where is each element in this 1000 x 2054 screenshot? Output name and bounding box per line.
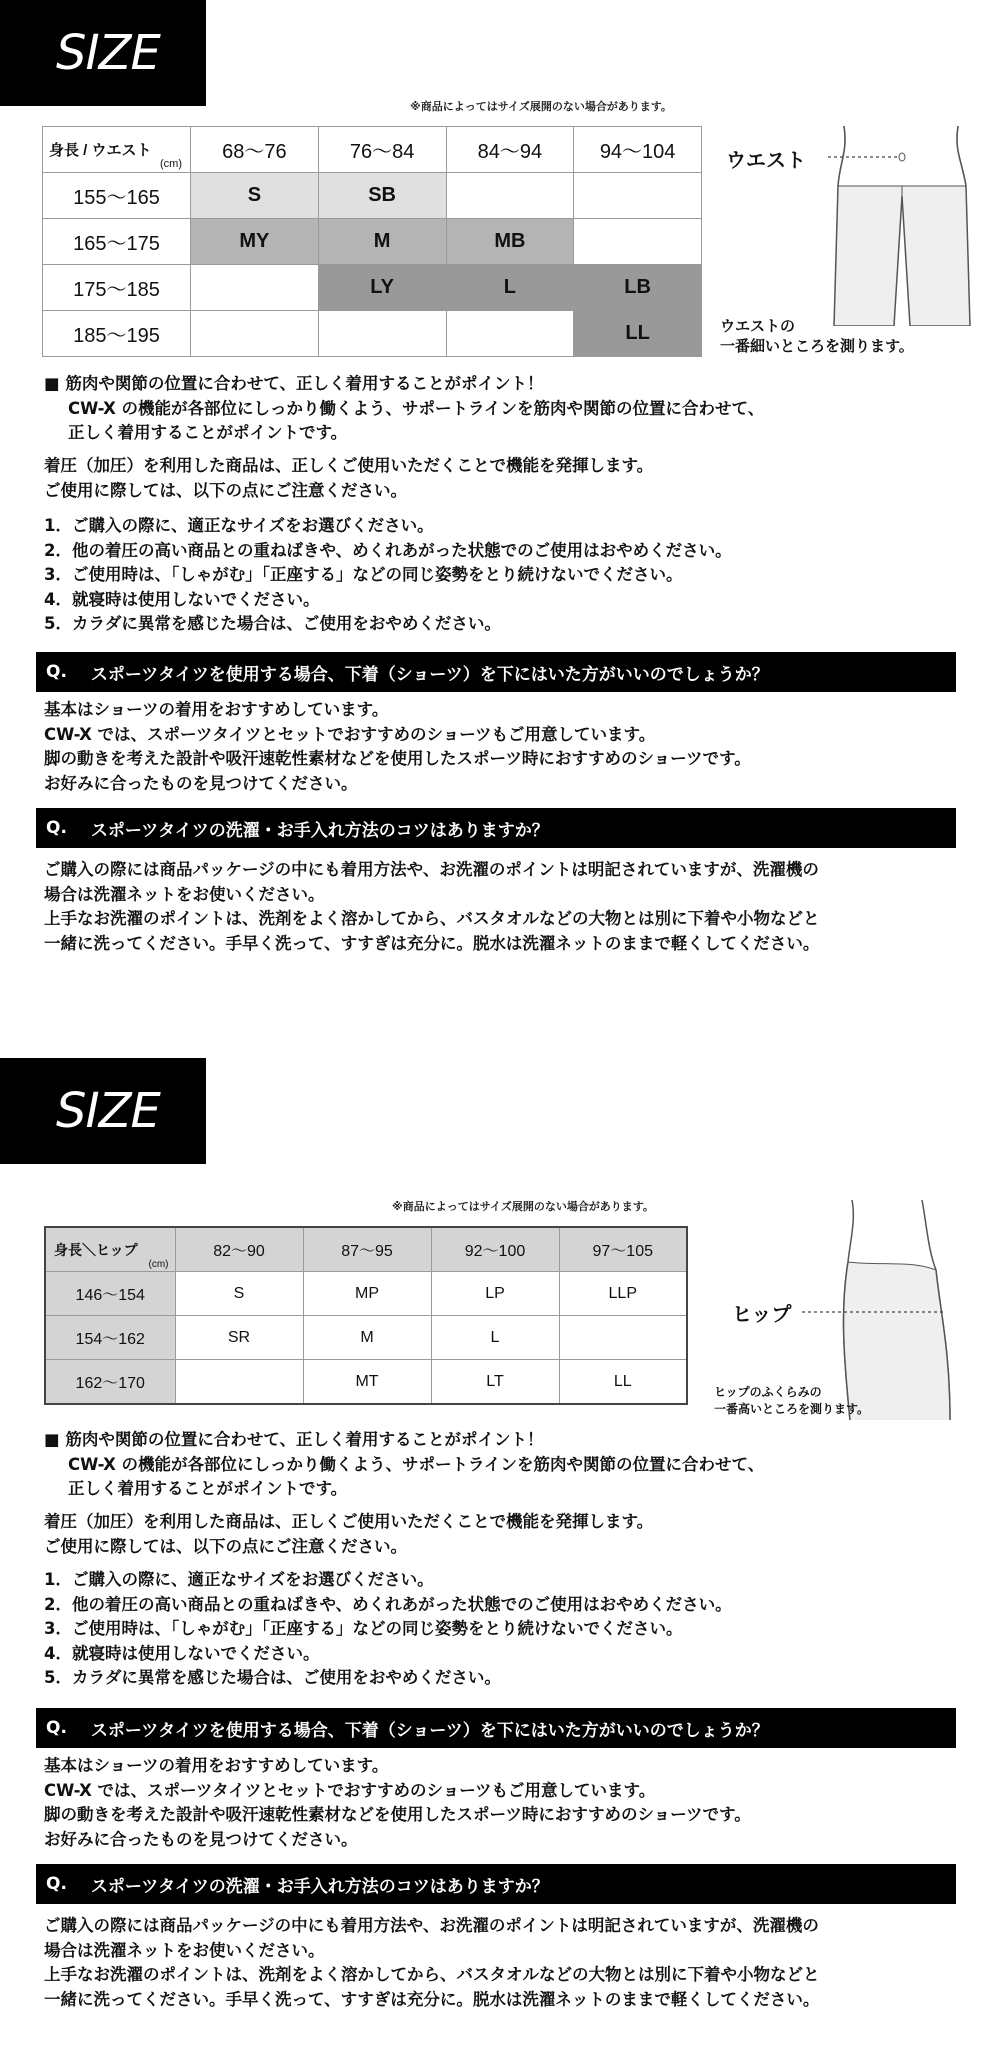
column-header: 92〜100	[431, 1227, 559, 1272]
column-header: 76〜84	[318, 127, 446, 173]
size-cell: S	[175, 1272, 303, 1316]
table-row	[45, 1360, 687, 1405]
answer-line: 上手なお洗濯のポイントは、洗剤をよく溶かしてから、バスタオルなどの大物とは別に下着や小物などと	[44, 909, 820, 928]
faq-q-mark: Q.	[46, 818, 67, 838]
list-item: 3．ご使用時は、「しゃがむ」「正座する」などの同じ姿勢をとり続けないでください。	[44, 1619, 683, 1638]
answer-line: 場合は洗濯ネットをお使いください。	[44, 884, 325, 904]
size-cell: LL	[559, 1360, 687, 1405]
waist-label: ウエスト	[726, 148, 806, 172]
hip-note-line: 一番高いところを測ります。	[714, 1402, 870, 1416]
size-cell: MB	[446, 219, 574, 265]
waist-figure-illustration	[826, 126, 976, 326]
row-header: 146〜154	[45, 1272, 175, 1316]
pressure-line: 着圧（加圧）を利用した商品は、正しくご使用いただくことで機能を発揮します。	[44, 1512, 654, 1531]
size-cell	[175, 1360, 303, 1405]
hip-note	[714, 1384, 869, 1418]
row-header: 155〜165	[43, 173, 191, 219]
list-item: 4．就寝時は使用しないでください。	[44, 1643, 320, 1663]
size-cell: LY	[318, 265, 446, 311]
list-item: 5．カラダに異常を感じた場合は、ご使用をおやめください。	[44, 1668, 501, 1687]
pressure-line: ご使用に際しては、以下の点にご注意ください。	[44, 1536, 407, 1556]
answer-line: 脚の動きを考えた設計や吸汗速乾性素材などを使用したスポーツ時におすすめのショーツです。	[44, 749, 751, 768]
size-cell: L	[431, 1316, 559, 1360]
usage-point-block	[44, 372, 764, 446]
size-cell: LLP	[559, 1272, 687, 1316]
size-cell: MY	[191, 219, 319, 265]
size-cell	[574, 219, 702, 265]
table-corner	[45, 1227, 175, 1272]
list-item: 2．他の着圧の高い商品との重ねばきや、めくれあがった状態でのご使用はおやめください。	[44, 1594, 732, 1614]
point-title: ■ 筋肉や関節の位置に合わせて、正しく着用することがポイント！	[44, 374, 544, 393]
column-header: 94〜104	[574, 127, 702, 173]
answer-line: 一緒に洗ってください。手早く洗って、すすぎは充分に。脱水は洗濯ネットのままで軽くしてください。	[44, 933, 820, 953]
size-cell	[191, 265, 319, 311]
faq-answer	[44, 858, 820, 956]
table-row	[45, 1316, 687, 1360]
unit-label: (cm)	[160, 158, 182, 170]
size-cell	[574, 173, 702, 219]
answer-line: 上手なお洗濯のポイントは、洗剤をよく溶かしてから、バスタオルなどの大物とは別に下着や小物などと	[44, 1965, 820, 1984]
size-cell	[559, 1316, 687, 1360]
pressure-line: 着圧（加圧）を利用した商品は、正しくご使用いただくことで機能を発揮します。	[44, 456, 654, 475]
row-header: 154〜162	[45, 1316, 175, 1360]
row-header: 162〜170	[45, 1360, 175, 1405]
list-item: 5．カラダに異常を感じた場合は、ご使用をおやめください。	[44, 614, 501, 633]
size-cell: MT	[303, 1360, 431, 1405]
unit-label: (cm)	[148, 1259, 169, 1270]
waist-note-line: 一番細いところを測ります。	[720, 337, 914, 355]
size-cell: LT	[431, 1360, 559, 1405]
size-cell	[318, 311, 446, 357]
answer-line: 脚の動きを考えた設計や吸汗速乾性素材などを使用したスポーツ時におすすめのショーツです。	[44, 1805, 751, 1824]
hip-size-table	[44, 1226, 688, 1405]
answer-line: ご購入の際には商品パッケージの中にも着用方法や、お洗濯のポイントは明記されていますが、洗濯機の	[44, 860, 819, 879]
usage-point-block	[44, 1428, 764, 1502]
table-row	[43, 265, 702, 311]
point-line: 正しく着用することがポイントです。	[68, 423, 348, 442]
size-badge: SIZE	[0, 0, 206, 106]
caution-list	[44, 1568, 732, 1691]
size-cell	[446, 311, 574, 357]
faq-question-bar	[36, 652, 956, 692]
list-item: 4．就寝時は使用しないでください。	[44, 589, 320, 609]
size-cell	[446, 173, 574, 219]
faq-q-mark: Q.	[46, 662, 67, 682]
size-cell	[191, 311, 319, 357]
faq-question: スポーツタイツの洗濯・お手入れ方法のコツはありますか？	[90, 1876, 549, 1897]
faq-question: スポーツタイツを使用する場合、下着（ショーツ）を下にはいた方がいいのでしょうか？	[90, 664, 769, 685]
size-cell: M	[303, 1316, 431, 1360]
size-cell: SB	[318, 173, 446, 219]
column-header: 68〜76	[191, 127, 319, 173]
table-row	[45, 1272, 687, 1316]
answer-line: 基本はショーツの着用をおすすめしています。	[44, 700, 389, 719]
table-row	[43, 173, 702, 219]
faq-answer	[44, 1754, 751, 1852]
row-header: 165〜175	[43, 219, 191, 265]
table-header-row	[43, 127, 702, 173]
point-title: ■ 筋肉や関節の位置に合わせて、正しく着用することがポイント！	[44, 1430, 544, 1449]
faq-q-mark: Q.	[46, 1874, 67, 1894]
faq-question-bar	[36, 808, 956, 848]
faq-answer	[44, 1914, 820, 2012]
size-cell: LB	[574, 265, 702, 311]
pressure-line: ご使用に際しては、以下の点にご注意ください。	[44, 480, 407, 500]
list-item: 3．ご使用時は、「しゃがむ」「正座する」などの同じ姿勢をとり続けないでください。	[44, 565, 683, 584]
size-cell: LP	[431, 1272, 559, 1316]
size-cell: M	[318, 219, 446, 265]
answer-line: 場合は洗濯ネットをお使いください。	[44, 1940, 325, 1960]
table-row	[43, 311, 702, 357]
size-section-hip	[0, 1058, 1000, 2054]
size-cell: MP	[303, 1272, 431, 1316]
availability-note: ※商品によってはサイズ展開のない場合があります。	[392, 1200, 654, 1213]
hip-label: ヒップ	[732, 1302, 792, 1326]
corner-label: 身長＼ヒップ	[54, 1241, 138, 1258]
size-badge: SIZE	[0, 1058, 206, 1164]
size-cell: S	[191, 173, 319, 219]
list-item: 2．他の着圧の高い商品との重ねばきや、めくれあがった状態でのご使用はおやめください。	[44, 540, 732, 560]
answer-line: お好みに合ったものを見つけてください。	[44, 1829, 358, 1849]
table-corner	[43, 127, 191, 173]
list-item: 1．ご購入の際に、適正なサイズをお選びください。	[44, 516, 434, 535]
column-header: 82〜90	[175, 1227, 303, 1272]
size-cell: LL	[574, 311, 702, 357]
column-header: 87〜95	[303, 1227, 431, 1272]
hip-note-line: ヒップのふくらみの	[714, 1385, 822, 1399]
point-line: CW-X の機能が各部位にしっかり働くよう、サポートラインを筋肉や関節の位置に合わせて、	[68, 398, 765, 418]
pressure-block	[44, 454, 653, 503]
faq-answer	[44, 698, 751, 796]
waist-note	[720, 316, 914, 356]
point-line: 正しく着用することがポイントです。	[68, 1479, 348, 1498]
answer-line: お好みに合ったものを見つけてください。	[44, 773, 358, 793]
waist-size-table	[42, 126, 702, 357]
faq-question-bar	[36, 1864, 956, 1904]
size-cell: SR	[175, 1316, 303, 1360]
availability-note: ※商品によってはサイズ展開のない場合があります。	[410, 100, 672, 113]
answer-line: CW-X では、スポーツタイツとセットでおすすめのショーツもご用意しています。	[44, 1780, 656, 1800]
table-row	[43, 219, 702, 265]
size-cell: L	[446, 265, 574, 311]
row-header: 175〜185	[43, 265, 191, 311]
caution-list	[44, 514, 732, 637]
answer-line: 一緒に洗ってください。手早く洗って、すすぎは充分に。脱水は洗濯ネットのままで軽くしてください。	[44, 1989, 820, 2009]
faq-question: スポーツタイツを使用する場合、下着（ショーツ）を下にはいた方がいいのでしょうか？	[90, 1720, 769, 1741]
faq-question-bar	[36, 1708, 956, 1748]
list-item: 1．ご購入の際に、適正なサイズをお選びください。	[44, 1570, 434, 1589]
faq-question: スポーツタイツの洗濯・お手入れ方法のコツはありますか？	[90, 820, 549, 841]
faq-q-mark: Q.	[46, 1718, 67, 1738]
column-header: 97〜105	[559, 1227, 687, 1272]
row-header: 185〜195	[43, 311, 191, 357]
point-line: CW-X の機能が各部位にしっかり働くよう、サポートラインを筋肉や関節の位置に合わせて、	[68, 1454, 765, 1474]
answer-line: CW-X では、スポーツタイツとセットでおすすめのショーツもご用意しています。	[44, 724, 656, 744]
table-header-row	[45, 1227, 687, 1272]
waist-note-line: ウエストの	[720, 317, 796, 335]
answer-line: 基本はショーツの着用をおすすめしています。	[44, 1756, 389, 1775]
pressure-block	[44, 1510, 653, 1559]
column-header: 84〜94	[446, 127, 574, 173]
answer-line: ご購入の際には商品パッケージの中にも着用方法や、お洗濯のポイントは明記されていますが、洗濯機の	[44, 1916, 819, 1935]
corner-label: 身長 / ウエスト	[49, 142, 152, 159]
